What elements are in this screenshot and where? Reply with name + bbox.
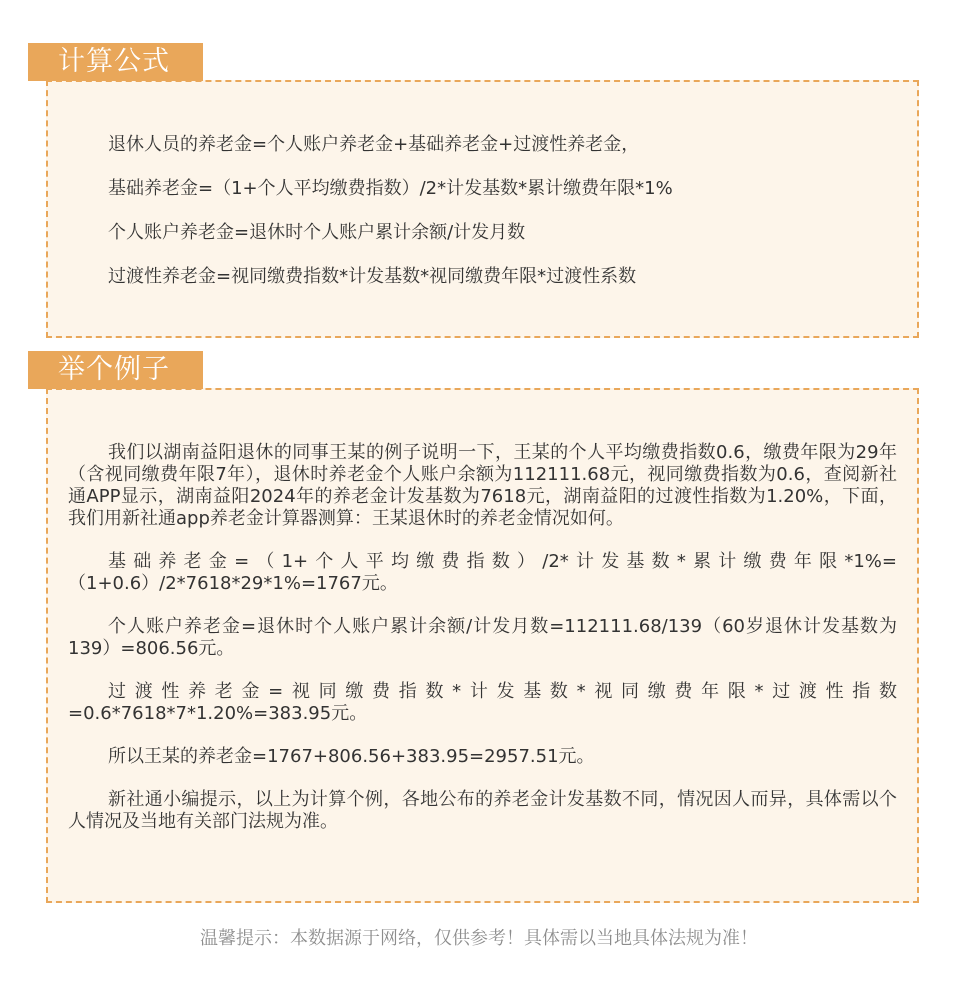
- formula-line-total: 退休人员的养老金=个人账户养老金+基础养老金+过渡性养老金，: [108, 134, 640, 155]
- footer-disclaimer: 温馨提示：本数据源于网络，仅供参考！具体需以当地具体法规为准！: [200, 928, 758, 949]
- formula-content: [68, 134, 897, 310]
- formula-tab: 计算公式: [28, 43, 203, 81]
- example-panel: [46, 388, 919, 903]
- example-tab: 举个例子: [28, 351, 203, 389]
- example-personal-calc: 个人账户养老金=退休时个人账户累计余额/计发月数=112111.68/139（60岁退休计发基数为139）=806.56元。: [68, 616, 897, 659]
- formula-line-transitional: 过渡性养老金=视同缴费指数*计发基数*视同缴费年限*过渡性系数: [108, 266, 637, 287]
- example-total: 所以王某的养老金=1767+806.56+383.95=2957.51元。: [108, 746, 595, 767]
- example-basic-calc: 基础养老金=（1+个人平均缴费指数）/2*计发基数*累计缴费年限*1%=（1+0.6）/2*7618*29*1%=1767元。: [68, 551, 897, 594]
- formula-panel: [46, 80, 919, 338]
- example-editor-note: 新社通小编提示，以上为计算个例，各地公布的养老金计发基数不同，情况因人而异，具体需以个人情况及当地有关部门法规为准。: [68, 789, 897, 832]
- formula-line-personal: 个人账户养老金=退休时个人账户累计余额/计发月数: [108, 222, 526, 243]
- example-transitional-calc: 过渡性养老金=视同缴费指数*计发基数*视同缴费年限*过渡性指数=0.6*7618*7*1.20%=383.95元。: [68, 681, 897, 724]
- example-content: [68, 442, 897, 854]
- formula-line-basic: 基础养老金=（1+个人平均缴费指数）/2*计发基数*累计缴费年限*1%: [108, 178, 673, 199]
- example-intro: 我们以湖南益阳退休的同事王某的例子说明一下，王某的个人平均缴费指数0.6，缴费年限为29年（含视同缴费年限7年），退休时养老金个人账户余额为112111.68元，视同缴费指数为0.6，查阅新社通APP显示，湖南益阳2024年的养老金计发基数为7618元，湖南益阳的过渡性指数为1.20%，下面，我们用新社通app养老金计算器测算：王某退休时的养老金情况如何。: [68, 442, 897, 529]
